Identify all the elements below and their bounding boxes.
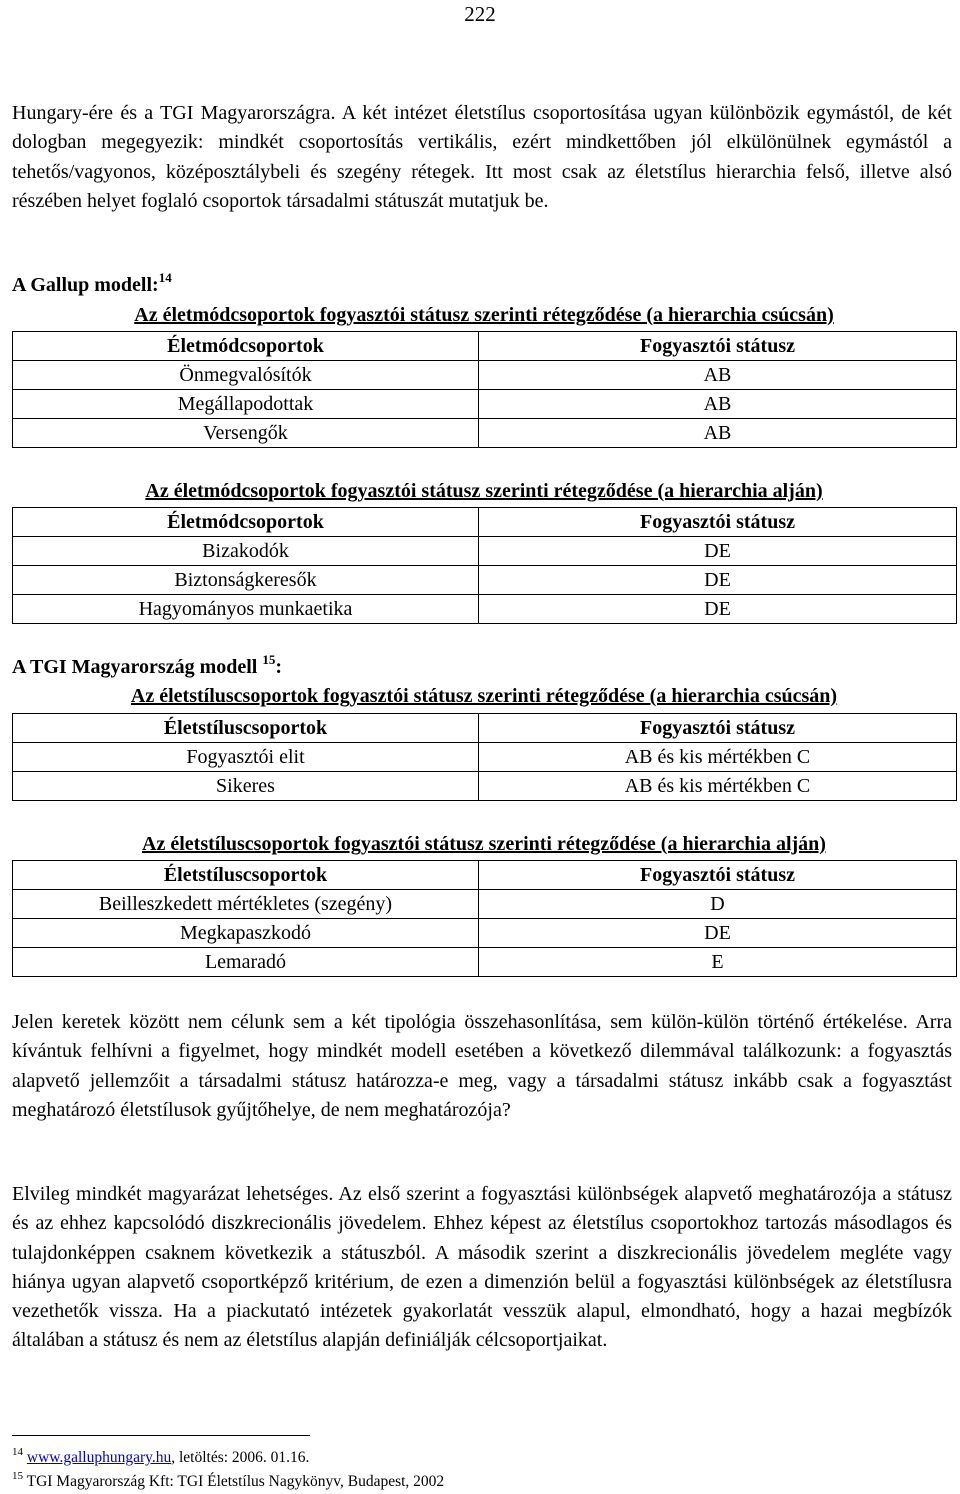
table-header-row xyxy=(13,332,957,361)
body-paragraph-3: Elvileg mindkét magyarázat lehetséges. Az első szerint a fogyasztási különbségek alapvető meghatározója a státusz és az ehhez kapcsolódó diszkrecionális jövedelem. Ehhez képest az életstílus csoportokhoz tartozás másodlagos és tulajdonképpen csaknem következik a státuszból. A második szerint a diszkrecionális jövedelem megléte vagy hiánya ugyan alapvető csoportképző kritérium, de ezen a dimenzión belül a fogyasztási különbségek az életstílusra vezethetők vissza. Ha a piackutató intézetek gyakorlatát vesszük alapul, elmondható, hogy a hazai megbízók általában a státusz és nem az életstílus alapján definiálják célcsoportjaikat. xyxy=(12,1183,952,1352)
status-cell: AB és kis mértékben C xyxy=(479,772,957,801)
footnote-text: TGI Magyarország Kft: TGI Életstílus Nagykönyv, Budapest, 2002 xyxy=(26,1473,445,1490)
table-row xyxy=(13,919,957,948)
table-row xyxy=(13,361,957,390)
tgi-heading xyxy=(12,652,282,679)
column-header: Fogyasztói státusz xyxy=(479,508,957,537)
column-header: Életstíluscsoportok xyxy=(13,714,479,743)
group-cell: Lemaradó xyxy=(13,948,479,977)
tgi-top-table xyxy=(12,713,957,801)
tgi-heading-suffix: : xyxy=(275,656,283,678)
tgi-bottom-table xyxy=(12,860,957,977)
group-cell: Bizakodók xyxy=(13,537,479,566)
status-cell: DE xyxy=(479,537,957,566)
gallup-top-table xyxy=(12,331,957,448)
footnote-text: , letöltés: 2006. 01.16. xyxy=(171,1449,310,1466)
column-header: Fogyasztói státusz xyxy=(479,861,957,890)
status-cell: AB xyxy=(479,361,957,390)
column-header: Életmódcsoportok xyxy=(13,508,479,537)
table-header-row xyxy=(13,508,957,537)
footnote-number: 14 xyxy=(12,1446,23,1458)
intro-paragraph: Hungary-ére és a TGI Magyarországra. A két intézet életstílus csoportosítása ugyan különbözik egymástól, de két dologban megegyezik: mindkét csoportosítás vertikális, ezért mindkettőben jól elkülönülnek egymástól a tehetős/vagyonos, középosztálybeli és szegény rétegek. Itt most csak az életstílus hierarchia felső, illetve alsó részében helyet foglaló csoportok társadalmi státuszát mutatjuk be. xyxy=(12,102,952,212)
table-row xyxy=(13,419,957,448)
table-row xyxy=(13,948,957,977)
page-number: 222 xyxy=(464,2,496,26)
tgi-heading-text: A TGI Magyarország modell xyxy=(12,656,258,678)
group-cell: Megkapaszkodó xyxy=(13,919,479,948)
table-row xyxy=(13,537,957,566)
gallup-bottom-table-caption: Az életmódcsoportok fogyasztói státusz szerinti rétegződése (a hierarchia alján) xyxy=(145,480,823,502)
group-cell: Fogyasztói elit xyxy=(13,743,479,772)
gallup-bottom-table xyxy=(12,507,957,624)
status-cell: D xyxy=(479,890,957,919)
table-header-row xyxy=(13,861,957,890)
table-row xyxy=(13,390,957,419)
group-cell: Hagyományos munkaetika xyxy=(13,595,479,624)
group-cell: Önmegvalósítók xyxy=(13,361,479,390)
table-row xyxy=(13,743,957,772)
footnote-divider xyxy=(12,1435,310,1436)
status-cell: AB és kis mértékben C xyxy=(479,743,957,772)
group-cell: Beilleszkedett mértékletes (szegény) xyxy=(13,890,479,919)
group-cell: Biztonságkeresők xyxy=(13,566,479,595)
tgi-bottom-table-caption: Az életstíluscsoportok fogyasztói státusz szerinti rétegződése (a hierarchia alján) xyxy=(142,833,826,855)
table-row xyxy=(13,595,957,624)
group-cell: Sikeres xyxy=(13,772,479,801)
table-row xyxy=(13,890,957,919)
status-cell: DE xyxy=(479,566,957,595)
column-header: Életmódcsoportok xyxy=(13,332,479,361)
gallup-link[interactable]: www.galluphungary.hu xyxy=(26,1449,172,1466)
gallup-heading-text: A Gallup modell: xyxy=(12,274,159,296)
column-header: Életstíluscsoportok xyxy=(13,861,479,890)
column-header: Fogyasztói státusz xyxy=(479,332,957,361)
body-paragraph-2: Jelen keretek között nem célunk sem a két tipológia összehasonlítása, sem külön-külön történő értékelése. Arra kívántuk felhívni a figyelmet, hogy mindkét modell esetében a következő dilemmával találkozunk: a fogyasztás alapvető jellemzőit a társadalmi státusz határozza-e meg, vagy a társadalmi státusz inkább csak a fogyasztást meghatározó életstílusok gyűjtőhelye, de nem meghatározója? xyxy=(12,1011,952,1121)
gallup-top-table-caption: Az életmódcsoportok fogyasztói státusz szerinti rétegződése (a hierarchia csúcsán) xyxy=(134,304,834,326)
group-cell: Versengők xyxy=(13,419,479,448)
group-cell: Megállapodottak xyxy=(13,390,479,419)
tgi-footnote-ref[interactable]: 15 xyxy=(262,652,276,667)
table-row xyxy=(13,772,957,801)
footnote-14 xyxy=(12,1446,309,1467)
table-row xyxy=(13,566,957,595)
status-cell: AB xyxy=(479,390,957,419)
status-cell: AB xyxy=(479,419,957,448)
status-cell: E xyxy=(479,948,957,977)
footnote-number: 15 xyxy=(12,1470,23,1482)
gallup-heading xyxy=(12,270,172,297)
gallup-footnote-ref[interactable]: 14 xyxy=(158,270,172,285)
table-header-row xyxy=(13,714,957,743)
status-cell: DE xyxy=(479,919,957,948)
tgi-top-table-caption: Az életstíluscsoportok fogyasztói státusz szerinti rétegződése (a hierarchia csúcsán) xyxy=(130,685,838,707)
footnote-15 xyxy=(12,1470,444,1491)
status-cell: DE xyxy=(479,595,957,624)
column-header: Fogyasztói státusz xyxy=(479,714,957,743)
